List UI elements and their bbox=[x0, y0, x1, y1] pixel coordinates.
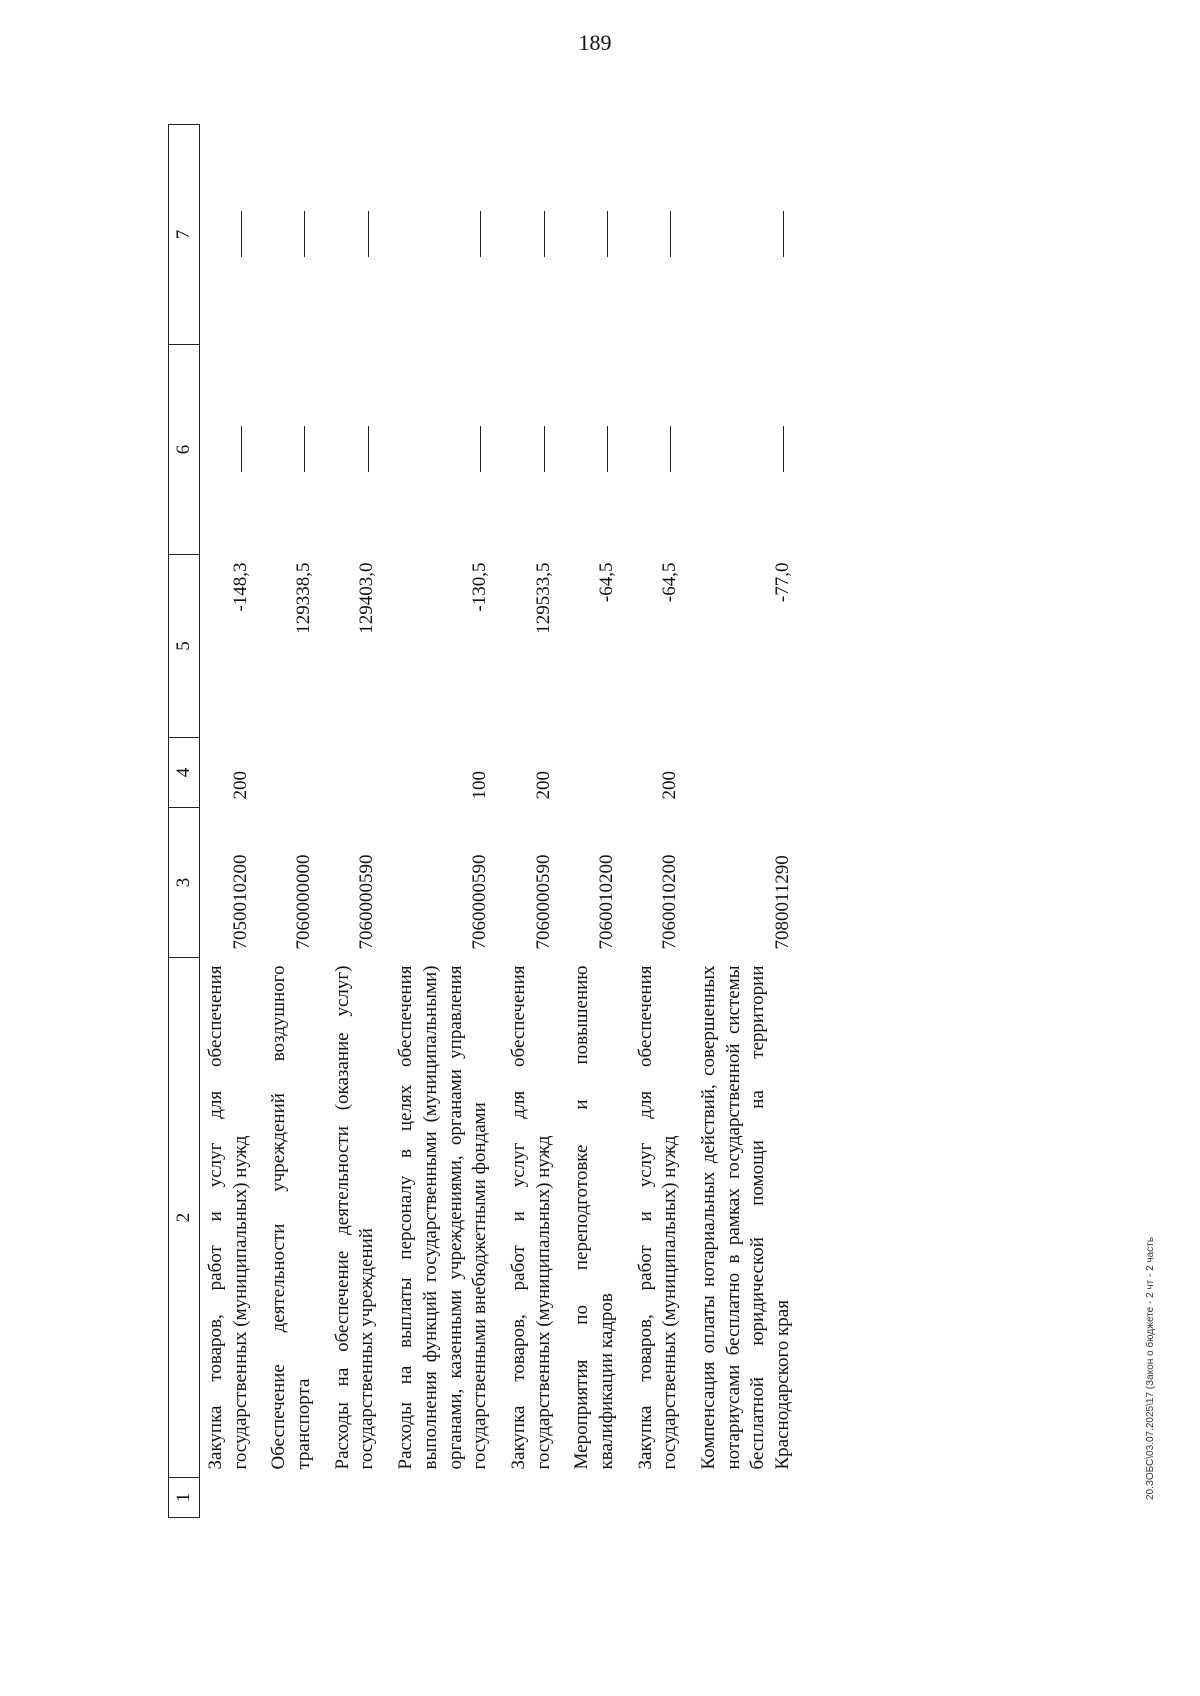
row-amount: -77,0 bbox=[772, 562, 794, 603]
cell-col1 bbox=[263, 1478, 326, 1518]
cell-col6 bbox=[630, 345, 693, 555]
row-target-code: 7060000000 bbox=[293, 854, 315, 950]
dash-mark bbox=[783, 427, 784, 473]
cell-col1 bbox=[390, 1478, 503, 1518]
column-header-6: 6 bbox=[169, 345, 200, 555]
row-description: Обеспечение деятельности учреждений воздушного транспорта bbox=[268, 965, 315, 1470]
rotated-table-container bbox=[168, 125, 1168, 1518]
row-amount: 129403,0 bbox=[356, 562, 378, 634]
table-row bbox=[566, 125, 629, 1518]
dash-mark bbox=[607, 427, 608, 473]
row-description: Мероприятия по переподготовке и повышению квалификации кадров bbox=[571, 965, 617, 1470]
cell-col7 bbox=[693, 125, 806, 345]
row-target-code: 7060010200 bbox=[595, 854, 617, 950]
column-header-5: 5 bbox=[169, 555, 200, 738]
table-row bbox=[390, 125, 503, 1518]
dash-mark bbox=[241, 212, 242, 258]
row-target-code: 7060000590 bbox=[356, 854, 378, 950]
cell-col6 bbox=[200, 345, 264, 555]
table-header bbox=[169, 125, 200, 1518]
row-amount: 129533,5 bbox=[532, 562, 554, 634]
dash-mark bbox=[670, 427, 671, 473]
cell-col6 bbox=[390, 345, 503, 555]
table-row bbox=[503, 125, 566, 1518]
dash-mark bbox=[783, 212, 784, 258]
budget-table bbox=[168, 124, 806, 1518]
cell-col7 bbox=[566, 125, 629, 345]
row-expense-type bbox=[693, 738, 806, 808]
cell-col7 bbox=[630, 125, 693, 345]
row-amount: -148,3 bbox=[229, 562, 251, 612]
cell-col7 bbox=[327, 125, 390, 345]
table-body bbox=[200, 125, 806, 1518]
row-expense-type: 200 bbox=[659, 771, 681, 800]
cell-col6 bbox=[693, 345, 806, 555]
row-expense-type bbox=[263, 738, 326, 808]
column-header-2: 2 bbox=[169, 958, 200, 1478]
row-amount: -64,5 bbox=[659, 562, 681, 603]
column-header-4: 4 bbox=[169, 738, 200, 808]
row-target-code: 7050010200 bbox=[229, 854, 251, 950]
footer-stamp: 20.ЗОБС\03.07.2025\17 (Закон о бюджете - 2 чт - 2 часть bbox=[1145, 1236, 1156, 1500]
dash-mark bbox=[368, 427, 369, 473]
dash-mark bbox=[544, 212, 545, 258]
dash-mark bbox=[480, 212, 481, 258]
dash-mark bbox=[241, 427, 242, 473]
cell-col6 bbox=[263, 345, 326, 555]
row-expense-type: 100 bbox=[469, 771, 491, 800]
row-target-code: 7060000590 bbox=[469, 854, 491, 950]
row-amount: -130,5 bbox=[469, 562, 491, 612]
dash-mark bbox=[670, 212, 671, 258]
cell-col6 bbox=[503, 345, 566, 555]
table-row bbox=[630, 125, 693, 1518]
dash-mark bbox=[544, 427, 545, 473]
cell-col1 bbox=[630, 1478, 693, 1518]
row-amount: 129338,5 bbox=[293, 562, 315, 634]
cell-col7 bbox=[200, 125, 264, 345]
row-expense-type bbox=[327, 738, 390, 808]
dash-mark bbox=[480, 427, 481, 473]
dash-mark bbox=[304, 427, 305, 473]
column-header-3: 3 bbox=[169, 808, 200, 958]
cell-col1 bbox=[327, 1478, 390, 1518]
row-target-code: 7080011290 bbox=[772, 855, 794, 950]
row-description: Закупка товаров, работ и услуг для обеспечения государственных (муниципальных) нужд bbox=[205, 965, 251, 1470]
cell-col7 bbox=[503, 125, 566, 345]
row-description: Расходы на обеспечение деятельности (оказание услуг) государственных учреждений bbox=[331, 965, 378, 1470]
cell-col6 bbox=[327, 345, 390, 555]
dash-mark bbox=[304, 212, 305, 258]
row-target-code: 7060000590 bbox=[532, 854, 554, 950]
column-header-1: 1 bbox=[169, 1478, 200, 1518]
row-description: Расходы на выплаты персоналу в целях обеспечения выполнения функций государственными (муниципальными) органами, казенными учреждениями, органами управления государственными внебюджетными фондами bbox=[395, 965, 491, 1470]
table-row bbox=[327, 125, 390, 1518]
dash-mark bbox=[607, 212, 608, 258]
cell-col1 bbox=[693, 1478, 806, 1518]
cell-col7 bbox=[263, 125, 326, 345]
row-description: Закупка товаров, работ и услуг для обеспечения государственных (муниципальных) нужд bbox=[507, 965, 554, 1470]
row-amount: -64,5 bbox=[595, 562, 617, 603]
row-expense-type: 200 bbox=[229, 771, 251, 800]
header-row bbox=[169, 125, 200, 1518]
row-description: Закупка товаров, работ и услуг для обеспечения государственных (муниципальных) нужд bbox=[634, 965, 681, 1470]
dash-mark bbox=[368, 212, 369, 258]
cell-col7 bbox=[390, 125, 503, 345]
cell-col1 bbox=[200, 1478, 264, 1518]
cell-col1 bbox=[566, 1478, 629, 1518]
cell-col1 bbox=[503, 1478, 566, 1518]
row-expense-type bbox=[566, 738, 629, 808]
row-description: Компенсация оплаты нотариальных действий, совершенных нотариусами бесплатно в рамках государственной системы бесплатной юридической помощи на территории Краснодарского края bbox=[698, 965, 794, 1470]
table-row bbox=[263, 125, 326, 1518]
page-number: 189 bbox=[578, 30, 612, 55]
table-row bbox=[200, 125, 264, 1518]
column-header-7: 7 bbox=[169, 125, 200, 345]
row-target-code: 7060010200 bbox=[659, 854, 681, 950]
table-row bbox=[693, 125, 806, 1518]
row-expense-type: 200 bbox=[532, 771, 554, 800]
cell-col6 bbox=[566, 345, 629, 555]
